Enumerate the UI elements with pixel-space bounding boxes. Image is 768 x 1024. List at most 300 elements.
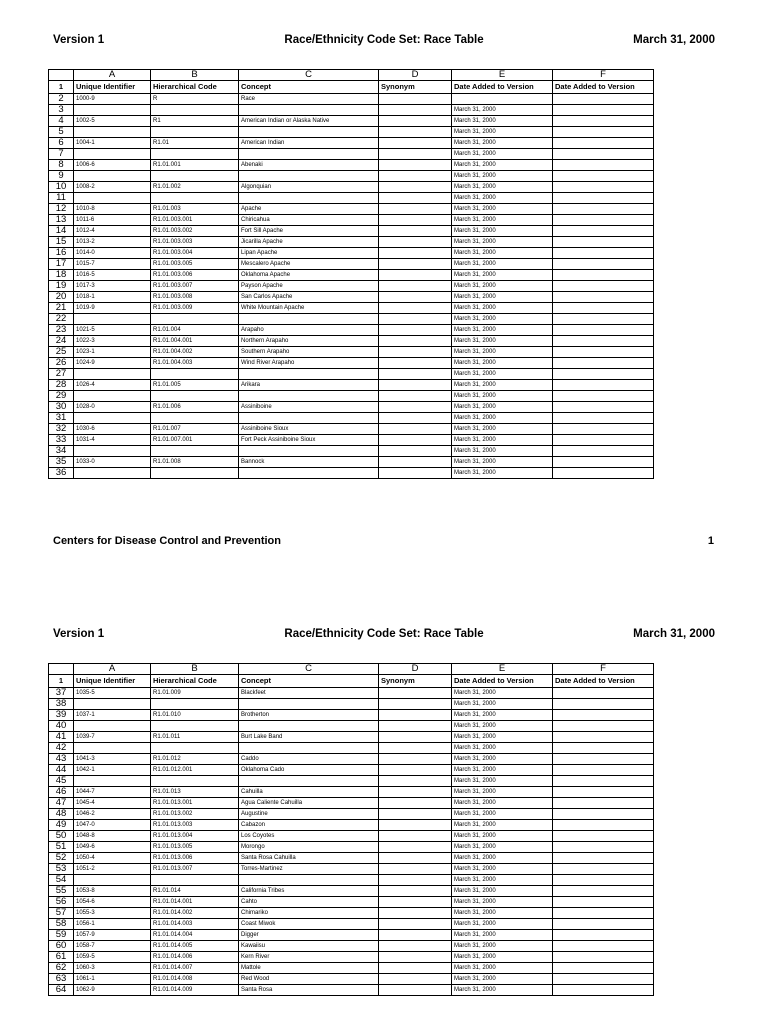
concept-cell: Burt Lake Band (239, 732, 379, 743)
date-added-cell-f (553, 94, 654, 105)
unique-identifier-cell: 1055-3 (74, 908, 151, 919)
synonym-cell (379, 314, 452, 325)
date-added-cell-f (553, 886, 654, 897)
date-added-cell-f (553, 413, 654, 424)
concept-cell (239, 149, 379, 160)
synonym-cell (379, 864, 452, 875)
row-number: 42 (49, 743, 74, 754)
concept-cell: Mescalero Apache (239, 259, 379, 270)
document-date: March 31, 2000 (633, 34, 715, 46)
synonym-cell (379, 127, 452, 138)
table-row (49, 820, 654, 831)
unique-identifier-cell (74, 875, 151, 886)
hierarchical-code-cell: R1.01.014.009 (151, 985, 239, 996)
date-added-cell-f (553, 116, 654, 127)
concept-cell: Santa Rosa Cahuilla (239, 853, 379, 864)
header-row (49, 81, 654, 94)
concept-cell: Race (239, 94, 379, 105)
concept-cell (239, 193, 379, 204)
date-added-cell: March 31, 2000 (452, 985, 553, 996)
concept-cell: San Carlos Apache (239, 292, 379, 303)
date-added-cell-f (553, 952, 654, 963)
table-row (49, 886, 654, 897)
hierarchical-code-cell: R1.01.003.004 (151, 248, 239, 259)
date-added-cell-f (553, 182, 654, 193)
unique-identifier-cell (74, 413, 151, 424)
hierarchical-code-cell: R1.01.004 (151, 325, 239, 336)
unique-identifier-cell: 1046-2 (74, 809, 151, 820)
row-number: 19 (49, 281, 74, 292)
date-added-cell: March 31, 2000 (452, 820, 553, 831)
hierarchical-code-cell: R1.01.004.003 (151, 358, 239, 369)
synonym-cell (379, 138, 452, 149)
row-number: 23 (49, 325, 74, 336)
date-added-cell: March 31, 2000 (452, 127, 553, 138)
hierarchical-code-cell: R1.01.014.003 (151, 919, 239, 930)
synonym-cell (379, 171, 452, 182)
unique-identifier-cell: 1059-5 (74, 952, 151, 963)
unique-identifier-cell: 1058-7 (74, 941, 151, 952)
date-added-cell-f (553, 776, 654, 787)
hierarchical-code-cell: R1.01.013.005 (151, 842, 239, 853)
concept-cell: Cahuilla (239, 787, 379, 798)
synonym-cell (379, 765, 452, 776)
unique-identifier-cell: 1012-4 (74, 226, 151, 237)
column-header: Date Added to Version (553, 81, 654, 94)
race-table (48, 663, 654, 996)
synonym-cell (379, 886, 452, 897)
synonym-cell (379, 160, 452, 171)
concept-cell: Red Wood (239, 974, 379, 985)
row-number: 57 (49, 908, 74, 919)
row-number: 63 (49, 974, 74, 985)
unique-identifier-cell: 1022-3 (74, 336, 151, 347)
date-added-cell-f (553, 710, 654, 721)
table-row (49, 259, 654, 270)
table-row (49, 270, 654, 281)
row-number: 49 (49, 820, 74, 831)
hierarchical-code-cell: R1.01.012 (151, 754, 239, 765)
hierarchical-code-cell (151, 721, 239, 732)
date-added-cell: March 31, 2000 (452, 875, 553, 886)
table-row (49, 358, 654, 369)
synonym-cell (379, 743, 452, 754)
unique-identifier-cell (74, 391, 151, 402)
row-number: 7 (49, 149, 74, 160)
table-row (49, 402, 654, 413)
row-number: 47 (49, 798, 74, 809)
unique-identifier-cell: 1049-6 (74, 842, 151, 853)
synonym-cell (379, 930, 452, 941)
synonym-cell (379, 754, 452, 765)
hierarchical-code-cell (151, 413, 239, 424)
unique-identifier-cell: 1021-5 (74, 325, 151, 336)
date-added-cell-f (553, 314, 654, 325)
unique-identifier-cell: 1017-3 (74, 281, 151, 292)
date-added-cell: March 31, 2000 (452, 710, 553, 721)
unique-identifier-cell: 1050-4 (74, 853, 151, 864)
synonym-cell (379, 226, 452, 237)
synonym-cell (379, 336, 452, 347)
date-added-cell: March 31, 2000 (452, 886, 553, 897)
date-added-cell-f (553, 974, 654, 985)
unique-identifier-cell: 1042-1 (74, 765, 151, 776)
hierarchical-code-cell: R1.01.003.003 (151, 237, 239, 248)
column-header: Hierarchical Code (151, 81, 239, 94)
date-added-cell-f (553, 303, 654, 314)
date-added-cell-f (553, 820, 654, 831)
date-added-cell-f (553, 281, 654, 292)
unique-identifier-cell: 1026-4 (74, 380, 151, 391)
date-added-cell: March 31, 2000 (452, 325, 553, 336)
unique-identifier-cell: 1041-3 (74, 754, 151, 765)
hierarchical-code-cell (151, 391, 239, 402)
date-added-cell: March 31, 2000 (452, 699, 553, 710)
row-number: 28 (49, 380, 74, 391)
synonym-cell (379, 820, 452, 831)
date-added-cell: March 31, 2000 (452, 721, 553, 732)
date-added-cell: March 31, 2000 (452, 776, 553, 787)
date-added-cell: March 31, 2000 (452, 171, 553, 182)
date-added-cell-f (553, 336, 654, 347)
column-letter: C (239, 70, 379, 81)
row-number: 58 (49, 919, 74, 930)
table-row (49, 853, 654, 864)
hierarchical-code-cell: R1.01.014.002 (151, 908, 239, 919)
table-row (49, 831, 654, 842)
table-row (49, 281, 654, 292)
concept-cell: Cabazon (239, 820, 379, 831)
column-letter: C (239, 664, 379, 675)
column-letter: E (452, 664, 553, 675)
unique-identifier-cell: 1023-1 (74, 347, 151, 358)
concept-cell: Los Coyotes (239, 831, 379, 842)
hierarchical-code-cell: R1.01.014.007 (151, 963, 239, 974)
table-row (49, 919, 654, 930)
hierarchical-code-cell: R1.01.003.001 (151, 215, 239, 226)
table-row (49, 149, 654, 160)
unique-identifier-cell: 1000-9 (74, 94, 151, 105)
date-added-cell-f (553, 402, 654, 413)
hierarchical-code-cell (151, 369, 239, 380)
concept-cell (239, 699, 379, 710)
concept-cell: California Tribes (239, 886, 379, 897)
synonym-cell (379, 457, 452, 468)
unique-identifier-cell (74, 314, 151, 325)
table-row (49, 369, 654, 380)
unique-identifier-cell: 1016-5 (74, 270, 151, 281)
concept-cell (239, 446, 379, 457)
corner-cell (49, 664, 74, 675)
document-date: March 31, 2000 (633, 628, 715, 640)
synonym-cell (379, 798, 452, 809)
table-row (49, 457, 654, 468)
date-added-cell-f (553, 930, 654, 941)
unique-identifier-cell: 1011-6 (74, 215, 151, 226)
unique-identifier-cell: 1004-1 (74, 138, 151, 149)
date-added-cell-f (553, 358, 654, 369)
row-number: 64 (49, 985, 74, 996)
concept-cell: Apache (239, 204, 379, 215)
synonym-cell (379, 919, 452, 930)
date-added-cell: March 31, 2000 (452, 963, 553, 974)
row-number: 13 (49, 215, 74, 226)
date-added-cell-f (553, 754, 654, 765)
row-number: 43 (49, 754, 74, 765)
date-added-cell: March 31, 2000 (452, 116, 553, 127)
synonym-cell (379, 292, 452, 303)
concept-cell (239, 171, 379, 182)
synonym-cell (379, 787, 452, 798)
row-number: 5 (49, 127, 74, 138)
date-added-cell-f (553, 688, 654, 699)
column-letter: B (151, 70, 239, 81)
date-added-cell: March 31, 2000 (452, 732, 553, 743)
date-added-cell-f (553, 380, 654, 391)
date-added-cell: March 31, 2000 (452, 688, 553, 699)
column-header: Date Added to Version (452, 81, 553, 94)
unique-identifier-cell: 1045-4 (74, 798, 151, 809)
unique-identifier-cell: 1006-6 (74, 160, 151, 171)
date-added-cell-f (553, 171, 654, 182)
version-label: Version 1 (53, 34, 105, 46)
synonym-cell (379, 435, 452, 446)
footer-organization: Centers for Disease Control and Prevention (53, 535, 281, 547)
concept-cell: Arikara (239, 380, 379, 391)
row-number: 34 (49, 446, 74, 457)
row-number: 18 (49, 270, 74, 281)
concept-cell: Fort Peck Assiniboine Sioux (239, 435, 379, 446)
unique-identifier-cell (74, 127, 151, 138)
unique-identifier-cell: 1060-3 (74, 963, 151, 974)
table-row (49, 765, 654, 776)
table-row (49, 446, 654, 457)
row-number: 11 (49, 193, 74, 204)
table-row (49, 105, 654, 116)
synonym-cell (379, 347, 452, 358)
table-row (49, 226, 654, 237)
unique-identifier-cell (74, 468, 151, 479)
hierarchical-code-cell: R1.01.003.009 (151, 303, 239, 314)
date-added-cell: March 31, 2000 (452, 842, 553, 853)
column-letter: E (452, 70, 553, 81)
date-added-cell-f (553, 424, 654, 435)
date-added-cell: March 31, 2000 (452, 358, 553, 369)
row-number: 45 (49, 776, 74, 787)
date-added-cell-f (553, 105, 654, 116)
row-number: 50 (49, 831, 74, 842)
date-added-cell-f (553, 149, 654, 160)
hierarchical-code-cell: R1.01.006 (151, 402, 239, 413)
row-number: 38 (49, 699, 74, 710)
date-added-cell-f (553, 259, 654, 270)
table-row (49, 952, 654, 963)
date-added-cell-f (553, 292, 654, 303)
unique-identifier-cell: 1031-4 (74, 435, 151, 446)
unique-identifier-cell (74, 776, 151, 787)
date-added-cell: March 31, 2000 (452, 457, 553, 468)
hierarchical-code-cell: R1.01.013.003 (151, 820, 239, 831)
date-added-cell-f (553, 215, 654, 226)
unique-identifier-cell (74, 743, 151, 754)
row-number: 8 (49, 160, 74, 171)
hierarchical-code-cell (151, 875, 239, 886)
hierarchical-code-cell: R1.01.013.002 (151, 809, 239, 820)
table-row (49, 237, 654, 248)
table-row (49, 303, 654, 314)
date-added-cell-f (553, 732, 654, 743)
column-header: Concept (239, 81, 379, 94)
column-letter-row (49, 664, 654, 675)
row-number: 1 (49, 81, 74, 94)
column-letter: D (379, 70, 452, 81)
concept-cell: Southern Arapaho (239, 347, 379, 358)
document-title: Race/Ethnicity Code Set: Race Table (284, 628, 484, 640)
date-added-cell: March 31, 2000 (452, 952, 553, 963)
hierarchical-code-cell: R1.01.002 (151, 182, 239, 193)
date-added-cell: March 31, 2000 (452, 413, 553, 424)
table-row (49, 127, 654, 138)
table-row (49, 292, 654, 303)
hierarchical-code-cell: R1 (151, 116, 239, 127)
synonym-cell (379, 303, 452, 314)
hierarchical-code-cell: R1.01.001 (151, 160, 239, 171)
hierarchical-code-cell (151, 127, 239, 138)
date-added-cell: March 31, 2000 (452, 402, 553, 413)
date-added-cell: March 31, 2000 (452, 314, 553, 325)
date-added-cell: March 31, 2000 (452, 204, 553, 215)
concept-cell (239, 369, 379, 380)
synonym-cell (379, 149, 452, 160)
concept-cell: Agua Caliente Cahuilla (239, 798, 379, 809)
row-number: 46 (49, 787, 74, 798)
table-row (49, 941, 654, 952)
date-added-cell: March 31, 2000 (452, 292, 553, 303)
date-added-cell-f (553, 842, 654, 853)
concept-cell (239, 776, 379, 787)
date-added-cell: March 31, 2000 (452, 248, 553, 259)
row-number: 4 (49, 116, 74, 127)
date-added-cell: March 31, 2000 (452, 435, 553, 446)
date-added-cell (452, 94, 553, 105)
date-added-cell-f (553, 963, 654, 974)
unique-identifier-cell: 1039-7 (74, 732, 151, 743)
unique-identifier-cell: 1047-0 (74, 820, 151, 831)
date-added-cell-f (553, 435, 654, 446)
row-number: 22 (49, 314, 74, 325)
unique-identifier-cell: 1037-1 (74, 710, 151, 721)
hierarchical-code-cell: R1.01.014.005 (151, 941, 239, 952)
hierarchical-code-cell: R1.01.003.005 (151, 259, 239, 270)
unique-identifier-cell: 1010-8 (74, 204, 151, 215)
concept-cell: Brotherton (239, 710, 379, 721)
concept-cell: Arapaho (239, 325, 379, 336)
concept-cell (239, 743, 379, 754)
table-row (49, 809, 654, 820)
concept-cell (239, 314, 379, 325)
hierarchical-code-cell: R1.01.014 (151, 886, 239, 897)
table-row (49, 908, 654, 919)
date-added-cell: March 31, 2000 (452, 281, 553, 292)
date-added-cell: March 31, 2000 (452, 787, 553, 798)
date-added-cell-f (553, 127, 654, 138)
hierarchical-code-cell: R1.01.010 (151, 710, 239, 721)
date-added-cell-f (553, 853, 654, 864)
hierarchical-code-cell (151, 171, 239, 182)
table-row (49, 314, 654, 325)
synonym-cell (379, 721, 452, 732)
date-added-cell-f (553, 809, 654, 820)
date-added-cell-f (553, 369, 654, 380)
concept-cell: Chiricahua (239, 215, 379, 226)
concept-cell: Digger (239, 930, 379, 941)
hierarchical-code-cell: R1.01.009 (151, 688, 239, 699)
date-added-cell-f (553, 908, 654, 919)
hierarchical-code-cell: R1.01.013.006 (151, 853, 239, 864)
synonym-cell (379, 237, 452, 248)
hierarchical-code-cell: R1.01.008 (151, 457, 239, 468)
date-added-cell: March 31, 2000 (452, 754, 553, 765)
unique-identifier-cell: 1051-2 (74, 864, 151, 875)
unique-identifier-cell: 1019-9 (74, 303, 151, 314)
row-number: 40 (49, 721, 74, 732)
row-number: 54 (49, 875, 74, 886)
hierarchical-code-cell: R1.01.007.001 (151, 435, 239, 446)
concept-cell: Coast Miwok (239, 919, 379, 930)
synonym-cell (379, 248, 452, 259)
table-row (49, 710, 654, 721)
unique-identifier-cell: 1056-1 (74, 919, 151, 930)
hierarchical-code-cell: R (151, 94, 239, 105)
hierarchical-code-cell: R1.01.013 (151, 787, 239, 798)
hierarchical-code-cell: R1.01.003 (151, 204, 239, 215)
hierarchical-code-cell (151, 776, 239, 787)
synonym-cell (379, 776, 452, 787)
header-row (49, 675, 654, 688)
unique-identifier-cell: 1018-1 (74, 292, 151, 303)
version-label: Version 1 (53, 628, 105, 640)
date-added-cell-f (553, 325, 654, 336)
synonym-cell (379, 259, 452, 270)
synonym-cell (379, 182, 452, 193)
date-added-cell-f (553, 347, 654, 358)
row-number: 20 (49, 292, 74, 303)
synonym-cell (379, 974, 452, 985)
unique-identifier-cell: 1057-9 (74, 930, 151, 941)
unique-identifier-cell (74, 105, 151, 116)
synonym-cell (379, 985, 452, 996)
column-header: Date Added to Version (553, 675, 654, 688)
column-header: Unique Identifier (74, 675, 151, 688)
concept-cell: Assiniboine Sioux (239, 424, 379, 435)
unique-identifier-cell: 1054-6 (74, 897, 151, 908)
concept-cell (239, 127, 379, 138)
hierarchical-code-cell (151, 446, 239, 457)
date-added-cell-f (553, 864, 654, 875)
unique-identifier-cell (74, 699, 151, 710)
unique-identifier-cell: 1035-5 (74, 688, 151, 699)
date-added-cell-f (553, 985, 654, 996)
synonym-cell (379, 193, 452, 204)
row-number: 10 (49, 182, 74, 193)
concept-cell: Oklahoma Cado (239, 765, 379, 776)
synonym-cell (379, 105, 452, 116)
row-number: 39 (49, 710, 74, 721)
hierarchical-code-cell: R1.01.014.008 (151, 974, 239, 985)
unique-identifier-cell: 1002-5 (74, 116, 151, 127)
synonym-cell (379, 952, 452, 963)
date-added-cell: March 31, 2000 (452, 424, 553, 435)
